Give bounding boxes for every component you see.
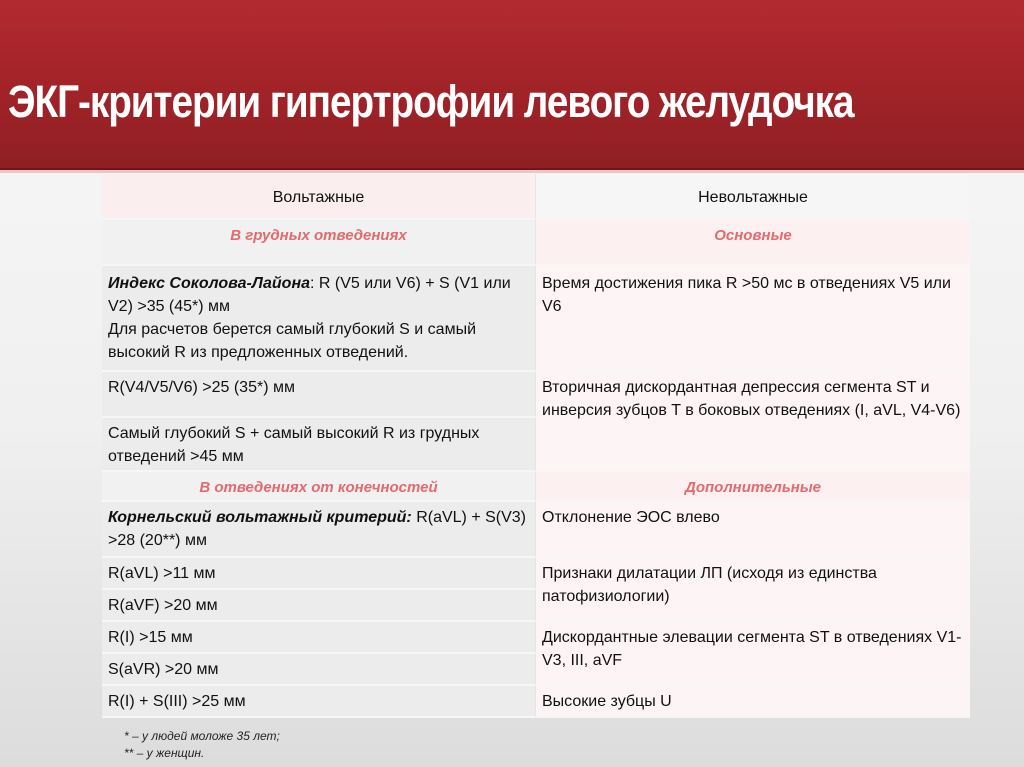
table-row — [536, 502, 970, 558]
criterion-text: Дискордантные элевации сегмента ST в отведениях V1-V3, III, aVF — [542, 629, 962, 669]
criterion-text: S(aVR) >20 мм — [108, 661, 219, 678]
criterion-text: Время достижения пика R >50 мс в отведениях V5 или V6 — [542, 275, 951, 315]
criterion-text: R(aVF) >20 мм — [108, 597, 218, 614]
table-row — [536, 266, 970, 372]
criterion-text: : R (V5 или V6) + S (V1 или V2) >35 (45*) мм — [108, 275, 511, 315]
table-row — [536, 372, 970, 472]
table-row — [102, 590, 536, 622]
section-additional: Дополнительные — [536, 472, 970, 502]
footnote-women: ** – у женщин. — [124, 746, 205, 760]
criterion-text: Отклонение ЭОС влево — [542, 509, 720, 526]
table-row — [102, 558, 536, 590]
table-row — [102, 622, 536, 654]
non-voltage-column — [536, 174, 970, 718]
footnote-age: * – у людей моложе 35 лет; — [124, 729, 280, 743]
criterion-name: Корнельский вольтажный критерий: — [108, 509, 412, 526]
table-row — [536, 686, 970, 718]
table-row — [102, 502, 536, 558]
column-header-non-voltage: Невольтажные — [536, 174, 970, 220]
table-row — [102, 266, 536, 372]
criterion-note: Для расчетов берется самый глубокий S и самый высокий R из предложенных отведений. — [108, 321, 476, 361]
table-row — [102, 372, 536, 418]
section-main: Основные — [536, 220, 970, 266]
table-row — [536, 558, 970, 622]
criteria-table — [102, 174, 970, 718]
table-row — [102, 686, 536, 718]
table-row — [536, 622, 970, 686]
criterion-text: Вторичная дискордантная депрессия сегмента ST и инверсия зубцов T в боковых отведениях (I, aVL, V4-V6) — [542, 379, 961, 419]
table-row — [102, 654, 536, 686]
criterion-name: Индекс Соколова-Лайона — [108, 275, 311, 292]
section-limb-leads: В отведениях от конечностей — [102, 472, 536, 502]
banner-divider — [0, 170, 1024, 173]
criterion-text: R(V4/V5/V6) >25 (35*) мм — [108, 379, 295, 396]
section-chest-leads: В грудных отведениях — [102, 220, 536, 266]
slide-title: ЭКГ-критерии гипертрофии левого желудочка — [8, 76, 854, 127]
criterion-text: Признаки дилатации ЛП (исходя из единства патофизиологии) — [542, 565, 877, 605]
criterion-text: Самый глубокий S + самый высокий R из грудных отведений >45 мм — [108, 425, 480, 465]
footnotes — [124, 728, 280, 762]
column-header-voltage: Вольтажные — [102, 174, 536, 220]
criterion-text: R(aVL) >11 мм — [108, 565, 216, 582]
table-row — [102, 418, 536, 472]
criterion-text: R(aVL) + S(V3) >28 (20**) мм — [108, 509, 527, 549]
voltage-column — [102, 174, 536, 718]
criterion-text: R(I) + S(III) >25 мм — [108, 693, 246, 710]
criterion-text: Высокие зубцы U — [542, 693, 672, 710]
criterion-text: R(I) >15 мм — [108, 629, 193, 646]
